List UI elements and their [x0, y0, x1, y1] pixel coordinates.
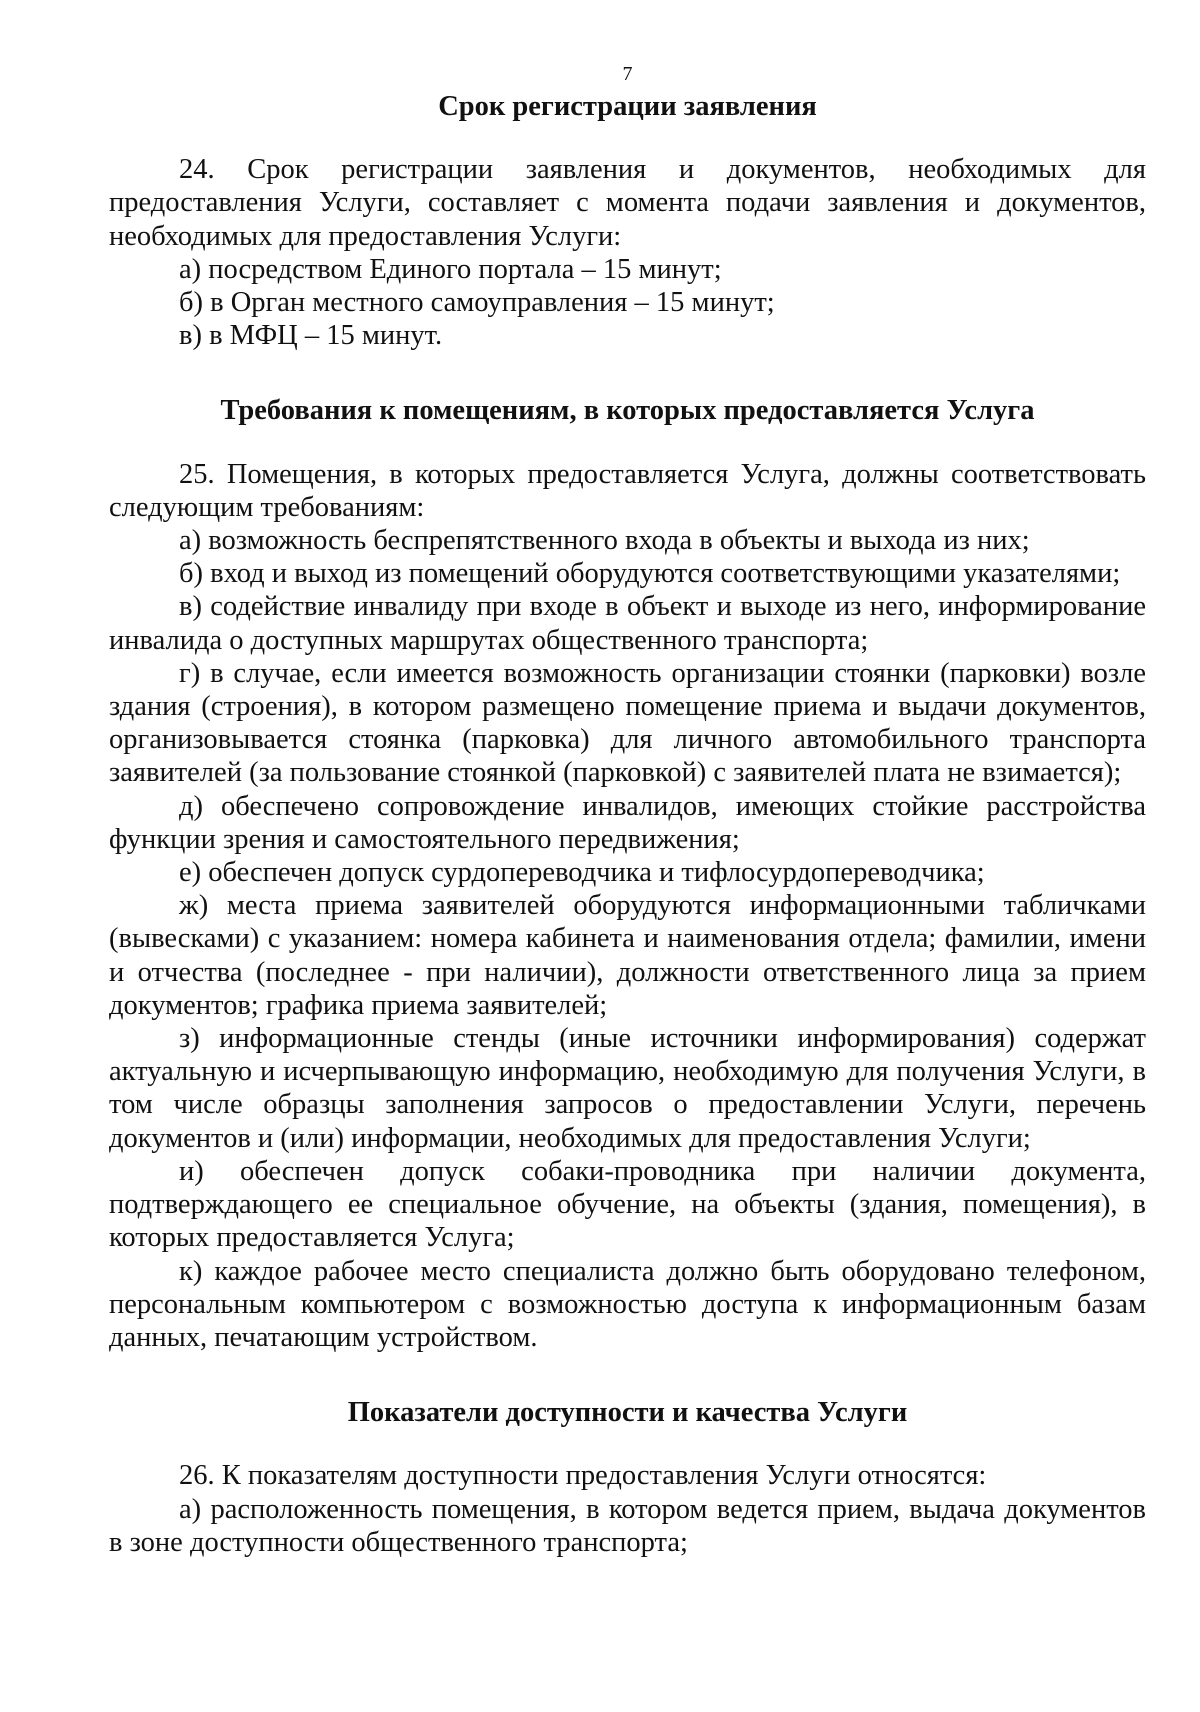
section-heading-accessibility-indicators: Показатели доступности и качества Услуги [347, 1397, 908, 1429]
section-heading-premises-requirements: Требования к помещениям, в которых предоставляется Услуга [220, 395, 1035, 427]
list-item-25i: и) обеспечен допуск собаки-проводника при наличии документа, подтверждающего ее специальное обучение, на объекты (здания, помещения), в которых предоставляется Услуга; [109, 1155, 1146, 1254]
paragraph-25: 25. Помещения, в которых предоставляется Услуга, должны соответствовать следующим требованиям: [109, 458, 1146, 523]
page-number: 7 [622, 63, 633, 85]
list-item-25z: з) информационные стенды (иные источники информирования) содержат актуальную и исчерпывающую информацию, необходимую для получения Услуги, в том числе образцы заполнения запросов о предоставлении Услуги, перечень документов и (или) информации, необходимых для предоставления Услуги; [109, 1023, 1146, 1154]
list-item-26a: а) расположенность помещения, в котором ведется прием, выдача документов в зоне доступности общественного транспорта; [109, 1493, 1146, 1558]
list-item-25k: к) каждое рабочее место специалиста должно быть оборудовано телефоном, персональным компьютером с возможностью доступа к информационным базам данных, печатающим устройством. [109, 1255, 1146, 1353]
list-item-24c: в) в МФЦ – 15 минут. [179, 320, 443, 352]
section-heading-registration-term: Срок регистрации заявления [438, 91, 817, 122]
list-item-25g: г) в случае, если имеется возможность организации стоянки (парковки) возле здания (строения), в котором размещено помещение приема и выдачи документов, организовывается стоянка (парковка) для личного автомобильного транспорта заявителей (за пользование стоянкой (парковкой) с заявителей плата не взимается); [109, 657, 1146, 789]
list-item-25b: б) вход и выход из помещений оборудуются соответствующими указателями; [179, 558, 1121, 590]
list-item-25d: д) обеспечено сопровождение инвалидов, имеющих стойкие расстройства функции зрения и самостоятельного передвижения; [109, 790, 1146, 855]
list-item-25v: в) содействие инвалиду при входе в объект и выходе из него, информирование инвалида о доступных маршрутах общественного транспорта; [109, 591, 1146, 656]
list-item-25zh: ж) места приема заявителей оборудуются информационными табличками (вывесками) с указанием: номера кабинета и наименования отдела; фамилии, имени и отчества (последнее - при наличии), должности ответственного лица за прием документов; графика приема заявителей; [109, 890, 1146, 1021]
list-item-25a: а) возможность беспрепятственного входа в объекты и выхода из них; [179, 525, 1030, 557]
list-item-24b: б) в Орган местного самоуправления – 15 минут; [179, 287, 775, 319]
paragraph-26: 26. К показателям доступности предоставления Услуги относятся: [179, 1460, 987, 1492]
list-item-24a: а) посредством Единого портала – 15 минут; [179, 253, 722, 285]
list-item-25e: е) обеспечен допуск сурдопереводчика и тифлосурдопереводчика; [179, 857, 985, 889]
paragraph-24: 24. Срок регистрации заявления и документов, необходимых для предоставления Услуги, составляет с момента подачи заявления и документов, необходимых для предоставления Услуги: [109, 154, 1146, 252]
